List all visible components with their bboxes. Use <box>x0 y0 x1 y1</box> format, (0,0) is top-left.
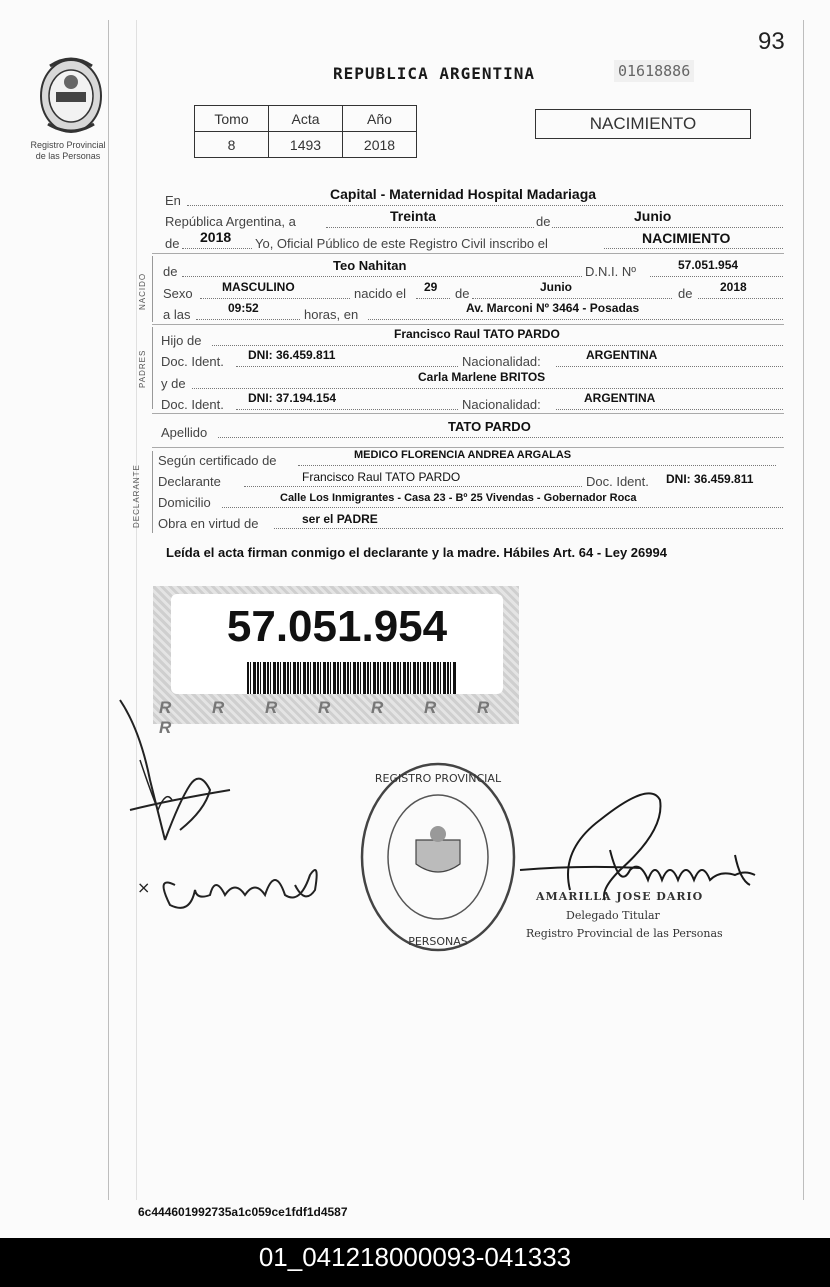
header-acta: Acta <box>269 106 343 132</box>
dotline <box>212 345 783 346</box>
dotline <box>650 276 783 277</box>
birth-month: Junio <box>540 280 572 294</box>
de-label: de <box>165 236 180 251</box>
father-name: Francisco Raul TATO PARDO <box>394 327 560 341</box>
section-bar <box>152 256 153 322</box>
horas-en-label: horas, en <box>304 307 359 322</box>
signature-declarant <box>110 690 240 850</box>
de-label: de <box>536 214 551 229</box>
nacido-el-label: nacido el <box>354 286 407 301</box>
statement-text: Yo, Oficial Público de este Registro Civil inscribo el <box>255 236 548 251</box>
page-edge-left <box>108 20 109 1200</box>
dni-card-number: 57.051.954 <box>226 602 448 651</box>
section-divider <box>152 253 784 254</box>
declarant-address: Calle Los Inmigrantes - Casa 23 - Bº 25 Vivendas - Gobernador Roca <box>280 492 637 504</box>
dotline <box>298 465 776 466</box>
birth-day: 29 <box>424 280 438 294</box>
reference-value-row <box>195 132 417 158</box>
dotline <box>556 366 783 367</box>
dotline <box>368 319 783 320</box>
record-type-box: NACIMIENTO <box>535 109 751 139</box>
father-nationality: ARGENTINA <box>586 348 658 362</box>
reference-header-row <box>195 106 417 132</box>
en-label: En <box>165 193 181 208</box>
closing-note: Leída el acta firman conmigo el declarante y la madre. Hábiles Art. 64 - Ley 26994 <box>166 545 667 560</box>
child-sex: MASCULINO <box>222 280 295 294</box>
dni-card-panel <box>171 594 503 694</box>
dotline <box>326 227 534 228</box>
section-label-nacido: NACIDO <box>138 272 147 310</box>
official-stamp <box>358 760 518 955</box>
document-hash: 6c444601992735a1c059ce1fdf1d4587 <box>138 1205 348 1219</box>
birth-place: Av. Marconi Nº 3464 - Posadas <box>466 301 640 315</box>
dotline <box>236 366 458 367</box>
dotline <box>274 528 783 529</box>
barcode <box>247 662 457 694</box>
section-divider <box>152 324 784 325</box>
logo-caption <box>18 140 118 162</box>
dotline <box>416 298 450 299</box>
birth-year: 2018 <box>720 280 747 294</box>
certificado-label: Según certificado de <box>158 453 277 468</box>
father-doc: DNI: 36.459.811 <box>248 348 336 362</box>
dotline <box>182 248 252 249</box>
declarant-doc: DNI: 36.459.811 <box>666 472 754 486</box>
section-divider <box>152 447 784 448</box>
dotline <box>187 205 783 206</box>
document-title: REPUBLICA ARGENTINA <box>333 64 536 83</box>
dotline <box>182 276 582 277</box>
doc-ident-label: Doc. Ident. <box>161 354 224 369</box>
dotline <box>556 409 783 410</box>
value-acta: 1493 <box>269 132 343 158</box>
dotline <box>698 298 783 299</box>
act-type: NACIMIENTO <box>642 230 731 246</box>
birth-time: 09:52 <box>228 301 259 315</box>
serial-number: 01618886 <box>614 60 694 82</box>
dotline <box>192 388 783 389</box>
signature-mother <box>135 845 330 920</box>
republic-label: República Argentina, a <box>165 214 296 229</box>
dotline <box>244 486 582 487</box>
registration-month: Junio <box>634 208 672 224</box>
value-ano: 2018 <box>343 132 417 158</box>
domicilio-label: Domicilio <box>158 495 211 510</box>
dotline <box>472 298 672 299</box>
mother-nationality: ARGENTINA <box>584 391 656 405</box>
svg-text:REGISTRO PROVINCIAL: REGISTRO PROVINCIAL <box>374 772 502 785</box>
svg-text:PERSONAS: PERSONAS <box>408 935 468 948</box>
header-ano: Año <box>343 106 417 132</box>
nacionalidad-label: Nacionalidad: <box>462 354 541 369</box>
page-fold <box>136 20 137 1200</box>
section-divider <box>152 413 784 414</box>
de-label: de <box>678 286 693 301</box>
dotline <box>236 409 458 410</box>
child-name: Teo Nahitan <box>333 258 407 273</box>
section-label-padres: PADRES <box>138 349 147 388</box>
coat-of-arms-logo <box>36 52 106 136</box>
page-edge-right <box>803 20 804 1200</box>
dotline <box>604 248 783 249</box>
child-dni: 57.051.954 <box>678 258 739 272</box>
logo-caption-line1: Registro Provincial <box>30 140 106 150</box>
dotline <box>218 437 783 438</box>
sexo-label: Sexo <box>163 286 193 301</box>
reference-table <box>194 105 417 158</box>
mother-name: Carla Marlene BRITOS <box>418 370 546 384</box>
dni-label: D.N.I. Nº <box>585 264 636 279</box>
y-de-label: y de <box>161 376 186 391</box>
page-number: 93 <box>758 28 785 55</box>
declarant-relation: ser el PADRE <box>302 512 378 526</box>
dotline <box>196 319 300 320</box>
hijo-de-label: Hijo de <box>161 333 202 348</box>
registration-day: Treinta <box>390 208 436 224</box>
registration-place: Capital - Maternidad Hospital Madariaga <box>330 186 597 202</box>
dotline <box>200 298 350 299</box>
medical-certificate: MEDICO FLORENCIA ANDREA ARGALAS <box>354 449 572 461</box>
mother-doc: DNI: 37.194.154 <box>248 391 337 405</box>
de-label: de <box>455 286 470 301</box>
obra-label: Obra en virtud de <box>158 516 259 531</box>
header-tomo: Tomo <box>195 106 269 132</box>
dotline <box>222 507 783 508</box>
de-label: de <box>163 264 178 279</box>
dotline <box>552 227 783 228</box>
declarant-name: Francisco Raul TATO PARDO <box>302 470 461 484</box>
section-label-declarante: DECLARANTE <box>132 464 141 528</box>
card-pattern: R R R R R R R R <box>159 698 508 737</box>
official-name: AMARILLA JOSE DARIO <box>536 890 704 903</box>
section-bar <box>152 451 153 533</box>
logo-caption-line2: de las Personas <box>35 151 101 161</box>
file-id-footer: 01_041218000093-041333 <box>0 1238 830 1287</box>
section-bar <box>152 327 153 409</box>
surname: TATO PARDO <box>448 419 531 434</box>
doc-ident-label: Doc. Ident. <box>586 474 649 489</box>
registration-year: 2018 <box>200 229 232 245</box>
svg-text:×: × <box>137 878 151 897</box>
a-las-label: a las <box>163 307 191 322</box>
apellido-label: Apellido <box>161 425 208 440</box>
doc-ident-label: Doc. Ident. <box>161 397 224 412</box>
official-office: Registro Provincial de las Personas <box>526 927 723 940</box>
official-role: Delegado Titular <box>566 909 660 922</box>
nacionalidad-label: Nacionalidad: <box>462 397 541 412</box>
value-tomo: 8 <box>195 132 269 158</box>
declarante-label: Declarante <box>158 474 221 489</box>
